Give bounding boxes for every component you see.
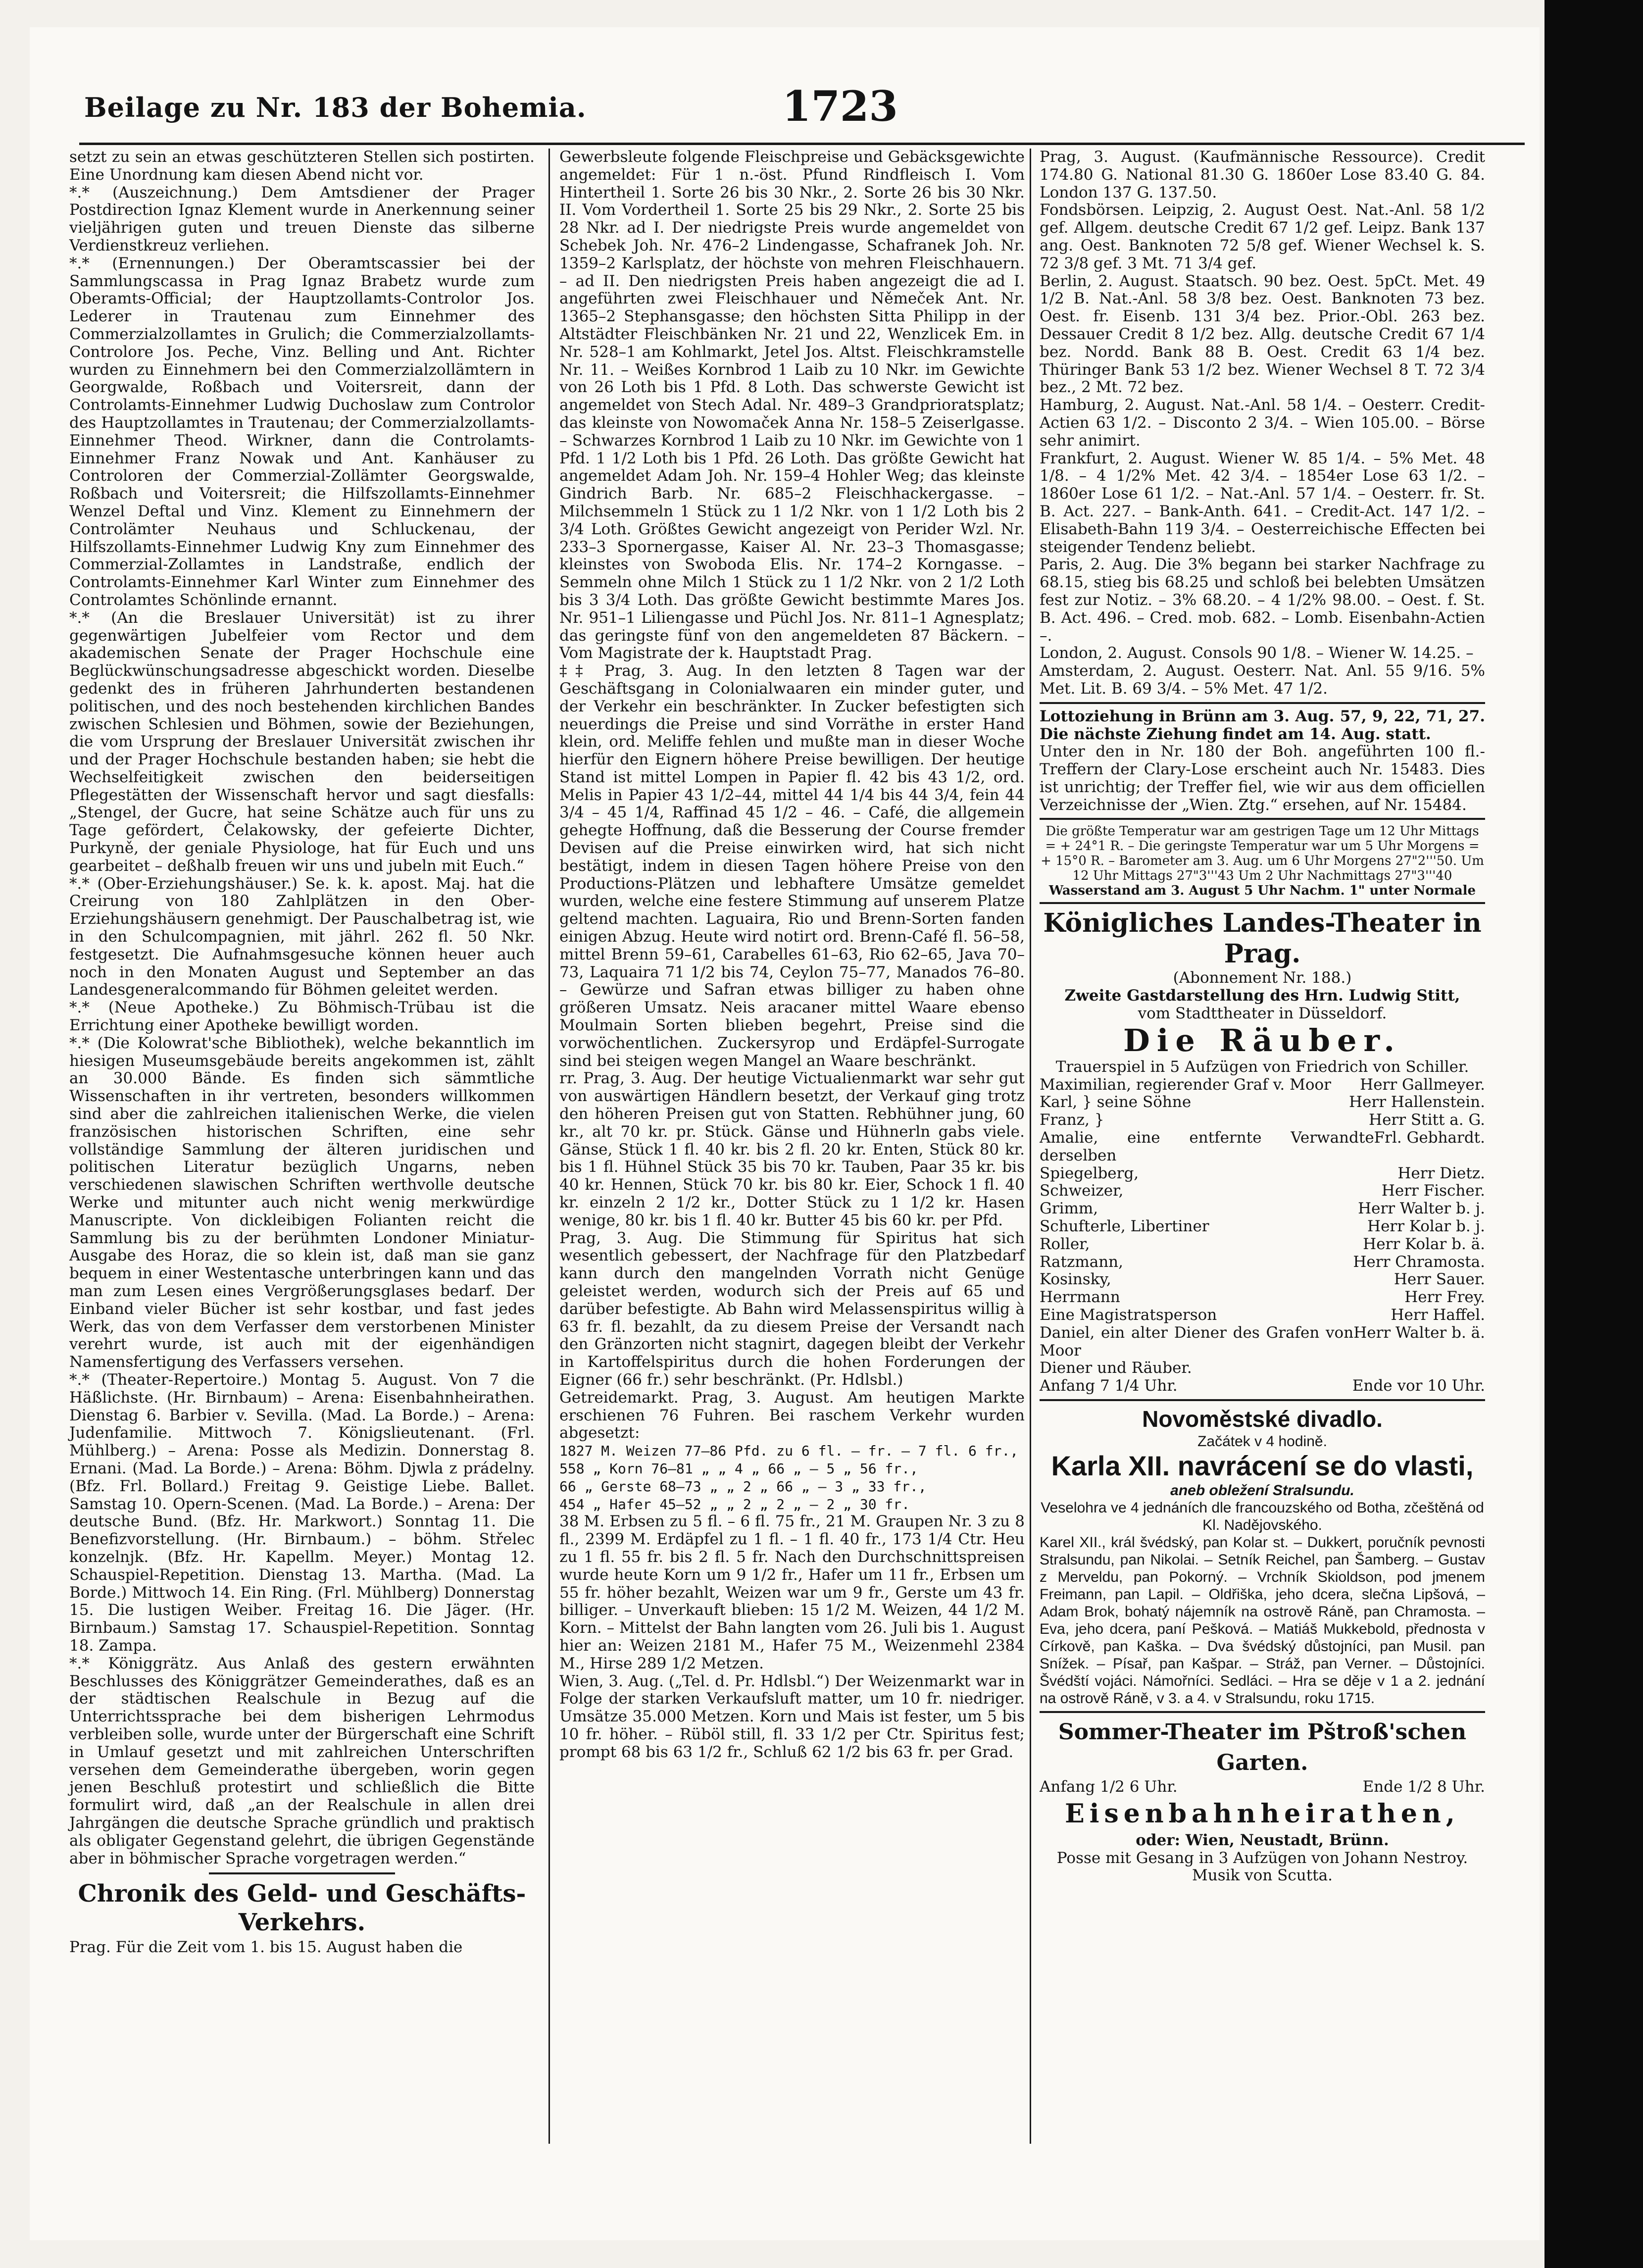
cast-role: Eine Magistratsperson (1040, 1306, 1217, 1324)
cast-row (1040, 1111, 1485, 1129)
article-wien: Wien, 3. Aug. („Tel. d. Pr. Hdlsbl.“) Der Weizenmarkt war in Folge der starken Verkaufsluft matter, um 10 fr. niedriger. Umsätze 35.000 Metzen. Korn und Mais ist fester, um 5 bis 10 fr. höher. – Rüböl still, fl. 33 1/2 per Ctr. Spiritus fest; prompt 68 bis 63 1/2 fr., Schluß 62 1/2 bis 63 fr. per Grad. (559, 1672, 1025, 1761)
article-getreide-cont: 38 M. Erbsen zu 5 fl. – 6 fl. 75 fr., 21 M. Graupen Nr. 3 zu 8 fl., 2399 M. Erdäpfel zu 1 fl. – 1 fl. 40 fr., 173 1/4 Ctr. Heu zu 1 fl. 55 fr. bis 2 fl. 5 fr. Nach den Durchschnittspreisen wurde heute Korn um 9 1/2 fr., Hafer um 11 fr., Erbsen um 55 fr. höher bezahlt, Weizen war um 9 fr., Gerste um 43 fr. billiger. – Unverkauft blieben: 15 1/2 M. Weizen, 44 1/2 M. Korn. – Mittelst der Bahn langten vom 26. Juli bis 1. August hier an: Weizen 2181 M., Hafer 75 M., Weizenmehl 2384 M., Hirse 289 1/2 Metzen. (559, 1512, 1025, 1672)
summer-start: Anfang 1/2 6 Uhr. (1040, 1778, 1178, 1796)
article-koeniggraetz: *.* Königgrätz. Aus Anlaß des gestern erwähnten Beschlusses des Königgrätzer Gemeinderathes, daß es an der städtischen Realschule in Bezug auf die Unterrichtssprache bei dem bisherigen Lehrmodus verbleiben solle, wurde unter der Bürgerschaft eine Schrift in Umlauf gesetzt und mit zahlreichen Unterschriften versehen dem Gemeinderathe übergeben, worin gegen jenen Beschluß protestirt und schließlich die Bitte formulirt wird, daß „an der Realschule in allen drei Jahrgängen die deutsche Sprache gründlich und praktisch als obligater Gegenstand gelehrt, die übrigen Gegenstände aber in böhmischer Sprache vorgetragen werden.“ (69, 1654, 535, 1867)
cast-actor: Herr Kolar b. j. (1367, 1217, 1485, 1236)
cast-role: Kosinsky, (1040, 1270, 1111, 1289)
article-victualienmarkt: rr. Prag, 3. Aug. Der heutige Victualienmarkt war sehr gut von auswärtigen Händlern besetzt, der Verkauf ging trotz den höheren Preisen gut von Statten. Rebhühner jung, 60 kr., alt 70 kr. pr. Stück. Gänse und Hühnerln gabs viele. Gänse, Stück 1 fl. 40 kr. bis 2 fl. 20 kr. Enten, Stück 80 kr. bis 1 fl. Hühnel Stück 35 bis 70 kr. Tauben, Paar 35 kr. bis 40 kr. Hennen, Stück 70 kr. bis 80 kr. Eier, Schock 1 fl. 40 kr. einzeln 2 1/2 kr., Dotter Stück zu 1 1/2 kr. Hasen wenige, 80 kr. bis 1 fl. 40 kr. Butter 45 bis 60 kr. per Pfd. (559, 1069, 1025, 1229)
cast-role: Franz, } (1040, 1111, 1104, 1129)
summer-play-subtitle: oder: Wien, Neustadt, Brünn. (1136, 1831, 1389, 1849)
play-description: Trauerspiel in 5 Aufzügen von Friedrich von Schiller. (1055, 1058, 1469, 1076)
cast-row (1040, 1218, 1485, 1236)
grain-row: 454 „ Hafer 45–52 „ „ 2 „ 2 „ – 2 „ 30 fr. (559, 1496, 910, 1512)
cast-row (1040, 1254, 1485, 1271)
cast-role: Daniel, ein alter Diener des Grafen von Moor (1040, 1323, 1354, 1360)
article-hamburg: Hamburg, 2. August. Nat.-Anl. 58 1/4. – Oesterr. Credit-Actien 63 1/2. – Disconto 2 3/4. – Wien 105.00. – Börse sehr animirt. (1040, 396, 1485, 450)
cast-list (1040, 1076, 1485, 1378)
article-fleischpreise: Gewerbsleute folgende Fleischpreise und Gebäcksgewichte angemeldet: Für 1 n.-öst. Pfund Rindfleisch I. Vom Hintertheil 1. Sorte 26 bis 30 Nkr., 2. Sorte 26 bis 30 Nkr. II. Vom Vordertheil 1. Sorte 25 bis 29 Nkr., 2. Sorte 25 bis 28 Nkr. ad I. Der niedrigste Preis wurde angemeldet von Schebek Joh. Nr. 476–2 Lindengasse, Schafranek Joh. Nr. 1359–2 Karlsplatz, der höchste von mehren Fleischhauern. – ad II. Den niedrigsten Preis haben angezeigt die ad I. angeführten zwei Fleischhauer und Němeček Ant. Nr. 1365–2 Stephansgasse; den höchsten Sitta Philipp in der Altstädter Fleischbänken Nr. 21 und 22, Wenzlicek Em. in Nr. 528–1 am Kohlmarkt, Jetel Jos. Altst. Fleischkramstelle Nr. 11. – Weißes Kornbrod 1 Laib zu 10 Nkr. im Gewichte von 26 Loth bis 1 Pfd. 8 Loth. Das schwerste Gewicht ist angemeldet von Stech Adal. Nr. 489–3 Grandprioratsplatz; das kleinste von Nowomaček Anna Nr. 158–5 Zeiserlgasse. – Schwarzes Kornbrod 1 Laib zu 10 Nkr. im Gewichte von 1 Pfd. 1 1/2 Loth bis 1 Pfd. 26 Loth. Das größte Gewicht hat angemeldet Adam Joh. Nr. 159–4 Hohler Weg; das kleinste Gindrich Barb. Nr. 685–2 Fleischhackergasse. – Milchsemmeln 1 Stück zu 1 1/2 Nkr. von 1 1/2 Loth bis 2 3/4 Loth. Größtes Gewicht angezeigt von Perider Wzl. Nr. 233–3 Spornergasse, Kaiser Al. Nr. 23–3 Thomasgasse; kleinstes von Swoboda Elis. Nr. 174–2 Korngasse. – Semmeln ohne Milch 1 Stück zu 1 1/2 Nkr. von 2 1/2 Loth bis 3 3/4 Loth. Das größte Gewicht bestimmte Mares Jos. Nr. 951–1 Liliengasse und Püchl Jos. Nr. 811–1 Agnesplatz; das geringste fünf von den angemeldeten 87 Bäckern. – Vom Magistrate der k. Hauptstadt Prag. (559, 148, 1025, 662)
czech-cast: Karel XII., král švédský, pan Kolar st. – Dukkert, poručník pevnosti Stralsundu, pan Nikolai. – Setník Reichel, pan Šamberg. – Gustav z Merveldu, pan Pokorný. – Vrchník Skioldson, pod jmenem Freimann, pan Lapil. – Oldřiška, jeho dcera, slečna Lipšová, – Adam Brok, bohatý nájemník na ostrově Ráně, pan Chramosta. – Eva, jeho dcera, paní Pešková. – Matiáš Mukkebold, přednosta v Církově, pan Kaška. – Dva švédský důstojníci, pan Musil. pan Snížek. – Písař, pan Kašpar. – Stráž, pan Verner. – Důstojníci. Švédští vojáci. Námořníci. Sedláci. – Hra se děje v 1 a 2. jednání na ostrově Ráně, v 3. a 4. v Stralsundu, roku 1715. (1040, 1534, 1485, 1707)
article-paris: Paris, 2. Aug. Die 3% begann bei starker Nachfrage zu 68.15, stieg bis 68.25 und schloß bei belebten Umsätzen fest zur Notiz. – 3% 68.20. – 4 1/2% 98.00. – Oest. f. St. B. Act. 496. – Cred. mob. 682. – Lomb. Eisenbahn-Actien –. (1040, 555, 1485, 645)
grain-row: 558 „ Korn 76–81 „ „ 4 „ 66 „ – 5 „ 56 fr., (559, 1460, 918, 1477)
czech-play-title: Karla XII. navrácení se do vlasti, (1051, 1450, 1474, 1482)
cast-actor: Herr Walter b. j. (1358, 1200, 1485, 1218)
section-divider (209, 1872, 395, 1874)
page-header (59, 82, 1515, 141)
article-breslau: *.* (An die Breslauer Universität) ist zu ihrer gegenwärtigen Jubelfeier vom Rector und dem akademischen Senate der Prager Hochschule eine Beglückwünschungsadresse abgeschickt worden. Dieselbe gedenkt des in früheren Jahrhunderten bestandenen politischen, und des noch bestehenden kirchlichen Bandes zwischen Schlesien und Böhmen, sowie der Beziehungen, die vom Ursprung der Breslauer Universität zwischen ihr und der Prager Hochschule bestanden haben; sie hebt die Wechselfeitigkeit zwischen den beiderseitigen Pflegestätten der Wissenschaft hervor und sagt diesfalls: „Stengel, der Gucre, hat seine Schätze auch für uns zu Tage gefördert, Čelakowsky, der gefeierte Dichter, Purkyně, der geniale Physiologe, hat für Euch und uns gearbeitet – deßhalb freuen wir uns und jubeln mit Euch.“ (69, 608, 535, 875)
header-rule (79, 143, 1525, 145)
cast-actor: Herr Chramosta. (1353, 1253, 1485, 1271)
grain-table (559, 1442, 1025, 1513)
cast-role: Ratzmann, (1040, 1253, 1123, 1271)
cast-row (1040, 1360, 1485, 1377)
water-level: Wasserstand am 3. August 5 Uhr Nachm. 1" unter Normale (1048, 883, 1476, 899)
article-london: London, 2. August. Consols 90 1/8. – Wiener W. 14.25. – (1040, 644, 1474, 662)
supplement-title: Beilage zu Nr. 183 der Bohemia. (84, 92, 587, 123)
cast-actor: Herr Fischer. (1381, 1182, 1485, 1200)
cast-role: Amalie, eine entfernte Verwandte derselben (1040, 1129, 1374, 1164)
cast-row (1040, 1165, 1485, 1183)
article-getreidemarkt: Getreidemarkt. Prag, 3. August. Am heutigen Markte erschienen 76 Fuhren. Bei raschem Verkehr wurden abgesetzt: (559, 1388, 1025, 1442)
article-spiritus: Prag, 3. Aug. Die Stimmung für Spiritus hat sich wesentlich gebessert, der Nachfrage für den Platzbedarf kann durch den mangelnden Vorrath nicht Genüge geleistet werden, wodurch sich der Preis auf 65 und darüber befestigte. Ab Bahn wird Melassenspiritus willig à 63 fr. fl. bezahlt, da zu diesem Preise der Versandt nach den Gränzorten nicht stagnirt, dagegen bleibt der Verkehr in Kartoffelspiritus durch die hohen Forderungen der Eigner (66 fr.) sehr beschränkt. (Pr. Hdlsbl.) (559, 1229, 1025, 1389)
article-auszeichnung: *.* (Auszeichnung.) Dem Amtsdiener der Prager Postdirection Ignaz Klement wurde in Anerkennung seiner vieljährigen guten und treuen Dienste das silberne Verdienstkreuz verliehen. (69, 183, 535, 254)
cast-role: Spiegelberg, (1040, 1164, 1139, 1182)
gastdarstellung: Zweite Gastdarstellung des Hrn. Ludwig Stitt, (1064, 987, 1460, 1005)
column-rule-1 (548, 149, 550, 2144)
cast-role: Schufterle, Libertiner (1040, 1217, 1209, 1236)
article-prag-ressource: Prag, 3. August. (Kaufmännische Ressource). Credit 174.80 G. National 81.30 G. 1860er Lose 83.40 G. 84. London 137 G. 137.50. (1040, 148, 1485, 202)
cast-actor: Herr Haffel. (1391, 1306, 1485, 1324)
section-divider (1040, 702, 1485, 704)
article-berlin: Berlin, 2. August. Staatsch. 90 bez. Oest. 5pCt. Met. 49 1/2 B. Nat.-Anl. 58 3/8 bez. Oest. Banknoten 73 bez. Oest. fr. Eisenb. 131 3/4 bez. Prior.-Obl. 263 bez. Dessauer Credit 8 1/2 bez. Allg. deutsche Credit 67 1/4 bez. Nordd. Bank 88 B. Oest. Credit 63 1/4 bez. Thüringer Bank 53 1/2 bez. Wiener Wechsel 8 T. 72 3/4 bez., 2 Mt. 72 bez. (1040, 272, 1485, 397)
page-number: 1723 (782, 82, 898, 131)
article-erziehungshaeuser: *.* (Ober-Erziehungshäuser.) Se. k. k. apost. Maj. hat die Creirung von 180 Zahlplätzen in den Ober-Erziehungshäusern genehmigt. Der Pauschalbetrag ist, wie in den Schulcompagnien, mit jährl. 262 fl. 50 Nkr. festgesetzt. Die Aufnahmsgesuche können heuer auch noch in den Monaten August und September an das Landesgeneralcommando für Böhmen geleitet werden. (69, 874, 535, 999)
cast-actor: Herr Gallmeyer. (1360, 1075, 1485, 1094)
cast-row (1040, 1094, 1485, 1111)
cast-actor: Herr Dietz. (1397, 1164, 1485, 1182)
cast-role: Diener und Räuber. (1040, 1359, 1192, 1377)
czech-theater-heading: Novoměstské divadlo. (1142, 1406, 1383, 1432)
section-divider (1040, 902, 1485, 904)
end-time: Ende vor 10 Uhr. (1352, 1377, 1485, 1395)
cast-actor: Herr Walter b. ä. (1353, 1323, 1485, 1342)
chronik-heading: Chronik des Geld- und Geschäfts-Verkehrs. (78, 1880, 526, 1937)
cast-actor: Herr Hallenstein. (1349, 1093, 1485, 1111)
article-prag-fleisch: Prag. Für die Zeit vom 1. bis 15. August haben die (69, 1938, 463, 1957)
czech-start: Začátek v 4 hodině. (1197, 1433, 1327, 1450)
theater-times (1040, 1377, 1485, 1395)
grain-row: 66 „ Gerste 68–73 „ „ 2 „ 66 „ – 3 „ 33 fr., (559, 1478, 927, 1495)
article-frankfurt: Frankfurt, 2. August. Wiener W. 85 1/4. – 5% Met. 48 1/8. – 4 1/2% Met. 42 3/4. – 1854er Lose 63 1/2. – 1860er Lose 61 1/2. – Nat.-Anl. 57 1/4. – Oesterr. fr. St. B. Act. 227. – Bank-Anth. 641. – Credit-Act. 147 1/2. – Elisabeth-Bahn 119 3/4. – Oesterreichische Effecten bei steigender Tendenz beliebt. (1040, 449, 1485, 556)
start-time: Anfang 7 1/4 Uhr. (1040, 1377, 1178, 1395)
cast-role: Karl, } seine Söhne (1040, 1093, 1192, 1111)
article-apotheke: *.* (Neue Apotheke.) Zu Böhmisch-Trübau ist die Errichtung einer Apotheke bewilligt worden. (69, 999, 535, 1035)
cast-role: Schweizer, (1040, 1182, 1124, 1200)
cast-role: Maximilian, regierender Graf v. Moor (1040, 1075, 1331, 1094)
cast-row (1040, 1271, 1485, 1289)
cast-actor: Frl. Gebhardt. (1374, 1129, 1485, 1147)
column-rule-2 (1030, 149, 1031, 2144)
cast-role: Roller, (1040, 1235, 1090, 1253)
cast-actor: Herr Sauer. (1394, 1270, 1485, 1289)
cast-row (1040, 1182, 1485, 1200)
cast-row (1040, 1236, 1485, 1254)
cast-role: Grimm, (1040, 1200, 1098, 1218)
column-1 (69, 149, 535, 1957)
summer-theater-heading: Sommer-Theater im Pštroß'schen Garten. (1058, 1719, 1467, 1776)
cast-row (1040, 1076, 1485, 1094)
summer-times (1040, 1778, 1485, 1796)
summer-play-desc: Posse mit Gesang in 3 Aufzügen von Johann Nestroy. Musik von Scutta. (1056, 1849, 1468, 1885)
cast-actor: Herr Kolar b. ä. (1363, 1235, 1485, 1253)
cast-row (1040, 1289, 1485, 1307)
gast-origin: vom Stadttheater in Düsseldorf. (1138, 1005, 1387, 1023)
grain-row: 1827 M. Weizen 77–86 Pfd. zu 6 fl. – fr. – 7 fl. 6 fr., (559, 1443, 1019, 1460)
article-amsterdam: Amsterdam, 2. August. Oesterr. Nat. Anl. 55 9/16. 5% Met. Lit. B. 69 3/4. – 5% Met. 47 1/2. (1040, 662, 1485, 698)
article-text: setzt zu sein an etwas geschützteren Stellen sich postirten. Eine Unordnung kam diesen Abend nicht vor. (69, 148, 535, 184)
cast-actor: Herr Stitt a. G. (1369, 1111, 1485, 1129)
weather-report: Die größte Temperatur war am gestrigen Tage um 12 Uhr Mittags = + 24°1 R. – Die geringste Temperatur war um 5 Uhr Morgens = + 15°0 R. – Barometer am 3. Aug. um 6 Uhr Morgens 27"2'''50. Um 12 Uhr Mittags 27"3'''43 Um 2 Uhr Nachmittags 27"3'''40 (1041, 824, 1484, 884)
column-2 (559, 149, 1025, 1762)
cast-row (1040, 1307, 1485, 1324)
article-clary-lose: Unter den in Nr. 180 der Boh. angeführten 100 fl.-Treffern der Clary-Lose erscheint auch Nr. 15483. Dies ist unrichtig; der Treffer fiel, wie wir aus dem officiellen Verzeichnisse der „Wien. Ztg.“ ersehen, auf Nr. 15484. (1040, 743, 1485, 814)
cast-row (1040, 1129, 1485, 1165)
article-theater-repertoire: *.* (Theater-Repertoire.) Montag 5. August. Von 7 die Häßlichste. (Hr. Birnbaum) – Arena: Eisenbahnheirathen. Dienstag 6. Barbier v. Sevilla. (Mad. La Borde.) – Arena: Judenfamilie. Mittwoch 7. Königslieutenant. (Frl. Mühlberg.) – Arena: Posse als Medizin. Donnerstag 8. Ernani. (Mad. La Borde.) – Arena: Böhm. Djwla z prádelny. (Bfz. Frl. Bollard.) Freitag 9. Geistige Liebe. Ballet. Samstag 10. Opern-Scenen. (Mad. La Borde.) – Arena: Der deutsche Bund. (Bfz. Hr. Markwort.) Sonntag 11. Die Benefizvorstellung. (Hr. Birnbaum.) – böhm. Střelec konzelnjk. (Bfz. Hr. Kapellm. Meyer.) Montag 12. Schauspiel-Repetition. Dienstag 13. Martha. (Mad. La Borde.) Mittwoch 14. Ein Ring. (Frl. Mühlberg) Donnerstag 15. Die lustigen Weiber. Freitag 16. Die Jäger. (Hr. Birnbaum.) Samstag 17. Schauspiel-Repetition. Sonntag 18. Zampa. (69, 1370, 535, 1655)
column-3 (1040, 149, 1485, 1885)
czech-play-desc: Veselohra ve 4 jednáních dle francouzského od Botha, zčeštěná od Kl. Nadějovského. (1041, 1500, 1484, 1534)
theater-heading: Königliches Landes-Theater in Prag. (1043, 908, 1482, 969)
cast-row (1040, 1200, 1485, 1218)
section-divider (1040, 1399, 1485, 1401)
czech-play-subtitle: aneb obležení Stralsundu. (1170, 1482, 1354, 1499)
article-fondsboersen: Fondsbörsen. Leipzig, 2. August Oest. Nat.-Anl. 58 1/2 gef. Allgem. deutsche Credit 67 1/2 gef. Leipz. Bank 137 ang. Oest. Banknoten 72 5/8 gef. Wiener Wechsel k. S. 72 3/8 gef. 3 Mt. 71 3/4 gef. (1040, 201, 1485, 272)
section-divider (1040, 1711, 1485, 1713)
article-colonialwaaren: ‡‡ Prag, 3. Aug. In den letzten 8 Tagen war der Geschäftsgang in Colonialwaaren ein minder guter, und der Verkehr ein beschränkter. In Zucker befestigten sich neuerdings die Preise und sind Vorräthe in erster Hand klein, ord. Meliffe fehlen und mußte man in dieser Woche hierfür den Eignern höhere Preise bewilligen. Der heutige Stand ist mittel Lompen in Papier fl. 42 bis 43 1/2, ord. Melis in Papier 43 1/2–44, mittel 44 1/4 bis 44 3/4, fein 44 3/4 – 45 1/4, Raffinad 45 1/2 – 46. – Café, die allgemein gehegte Hoffnung, daß die Besserung der Course fremder Devisen auf die Preise einwirken wird, hat sich nicht bestätigt, indem in diesen Tagen höhere Preise von den Productions-Plätzen und lebhaftere Umsätze gemeldet wurden, welche eine festere Stimmung auf unserem Platze geltend machten. Laguaira, Rio und Brenn-Sorten fanden einigen Abzug. Heute wird notirt ord. Brenn-Café fl. 56–58, mittel Brenn 59–61, Carabelles 61–63, Rio 62–65, Java 70–73, Laquaira 71 1/2 bis 74, Ceylon 75–77, Manados 76–80. – Gewürze und Safran etwas billiger zu haben ohne größeren Umsatz. Neis aracaner mittel Waare ebenso Moulmain Sorten blieben begehrt, Preise sind die vorwöchentlichen. Zuckersyrop und Erdäpfel-Surrogate sind bei steigen wegen Mangel an Waare beschränkt. (559, 662, 1025, 1070)
abonnement: (Abonnement Nr. 188.) (1173, 969, 1352, 987)
scan-border (1544, 0, 1643, 2268)
cast-role: Herrmann (1040, 1288, 1120, 1307)
summer-play-title: Eisenbahnheirathen, (1065, 1798, 1460, 1829)
article-bibliothek: *.* (Die Kolowrat'sche Bibliothek), welche bekanntlich im hiesigen Museumsgebäude bereits angekommen ist, zählt an 30.000 Bände. Es finden sich sämmtliche Wissenschaften in ihr vertreten, besonders willkommen sind aber die zahlreichen italienischen Werke, die vielen französischen historischen Schriften, eine sehr vollständige Sammlung der älteren juridischen und politischen Literatur bezüglich Ungarns, neben verschiedenen slawischen Schriften werthvolle deutsche Werke und mitunter auch nicht wenig merkwürdige Manuscripte. Von dickleibigen Folianten reicht die Sammlung bis zu der berühmten Londoner Miniatur-Ausgabe des Horaz, die so klein ist, daß man sie ganz bequem in einer Westentasche unterbringen kann und das man zum Lesen eines Vergrößerungsglases bedarf. Der Einband vieler Bücher ist sehr kostbar, und fast jedes Werk, das von dem Verfasser dem verstorbenen Minister verehrt wurde, ist auch mit der eigenhändigen Namensfertigung des Verfassers versehen. (69, 1034, 535, 1371)
cast-row (1040, 1324, 1485, 1360)
summer-end: Ende 1/2 8 Uhr. (1362, 1778, 1485, 1796)
article-ernennungen: *.* (Ernennungen.) Der Oberamtscassier bei der Sammlungscassa in Prag Ignaz Brabetz wurde zum Oberamts-Official; der Hauptzollamts-Controlor Jos. Lederer in Trautenau zum Einnehmer des Commerzialzollamtes in Grulich; die Commerzialzollamts-Controlore Jos. Peche, Vinz. Belling und Ant. Richter wurden zu Einnehmern bei den Commerzialzollämtern in Georgwalde, Roßbach und Voitersreit, dann der Controlamts-Einnehmer Ludwig Duchoslaw zum Controlor des Hauptzollamtes in Trautenau; der Commerzialzollamts-Einnehmer Theod. Wirkner, dann die Controlamts-Einnehmer Franz Nowak und Ant. Kanhäuser zu Controloren der Commerzial-Zollämter Georgswalde, Roßbach und Voitersreit; die Hilfszollamts-Einnehmer Wenzel Deftal und Vinz. Klement zu Einnehmern der Controlämter Neuhaus und Schluckenau, der Hilfszollamts-Einnehmer Ludwig Kny zum Einnehmer des Commerzial-Zollamtes in Landstraße, endlich der Controlamts-Einnehmer Karl Winter zum Einnehmer des Controlamtes Schönlinde ernannt. (69, 254, 535, 609)
cast-actor: Herr Frey. (1404, 1288, 1485, 1307)
play-title: Die Räuber. (1123, 1022, 1401, 1058)
article-lotto: Lottoziehung in Brünn am 3. Aug. 57, 9, 22, 71, 27. Die nächste Ziehung findet am 14. Aug. statt. (1040, 707, 1485, 743)
section-divider (1040, 818, 1485, 820)
